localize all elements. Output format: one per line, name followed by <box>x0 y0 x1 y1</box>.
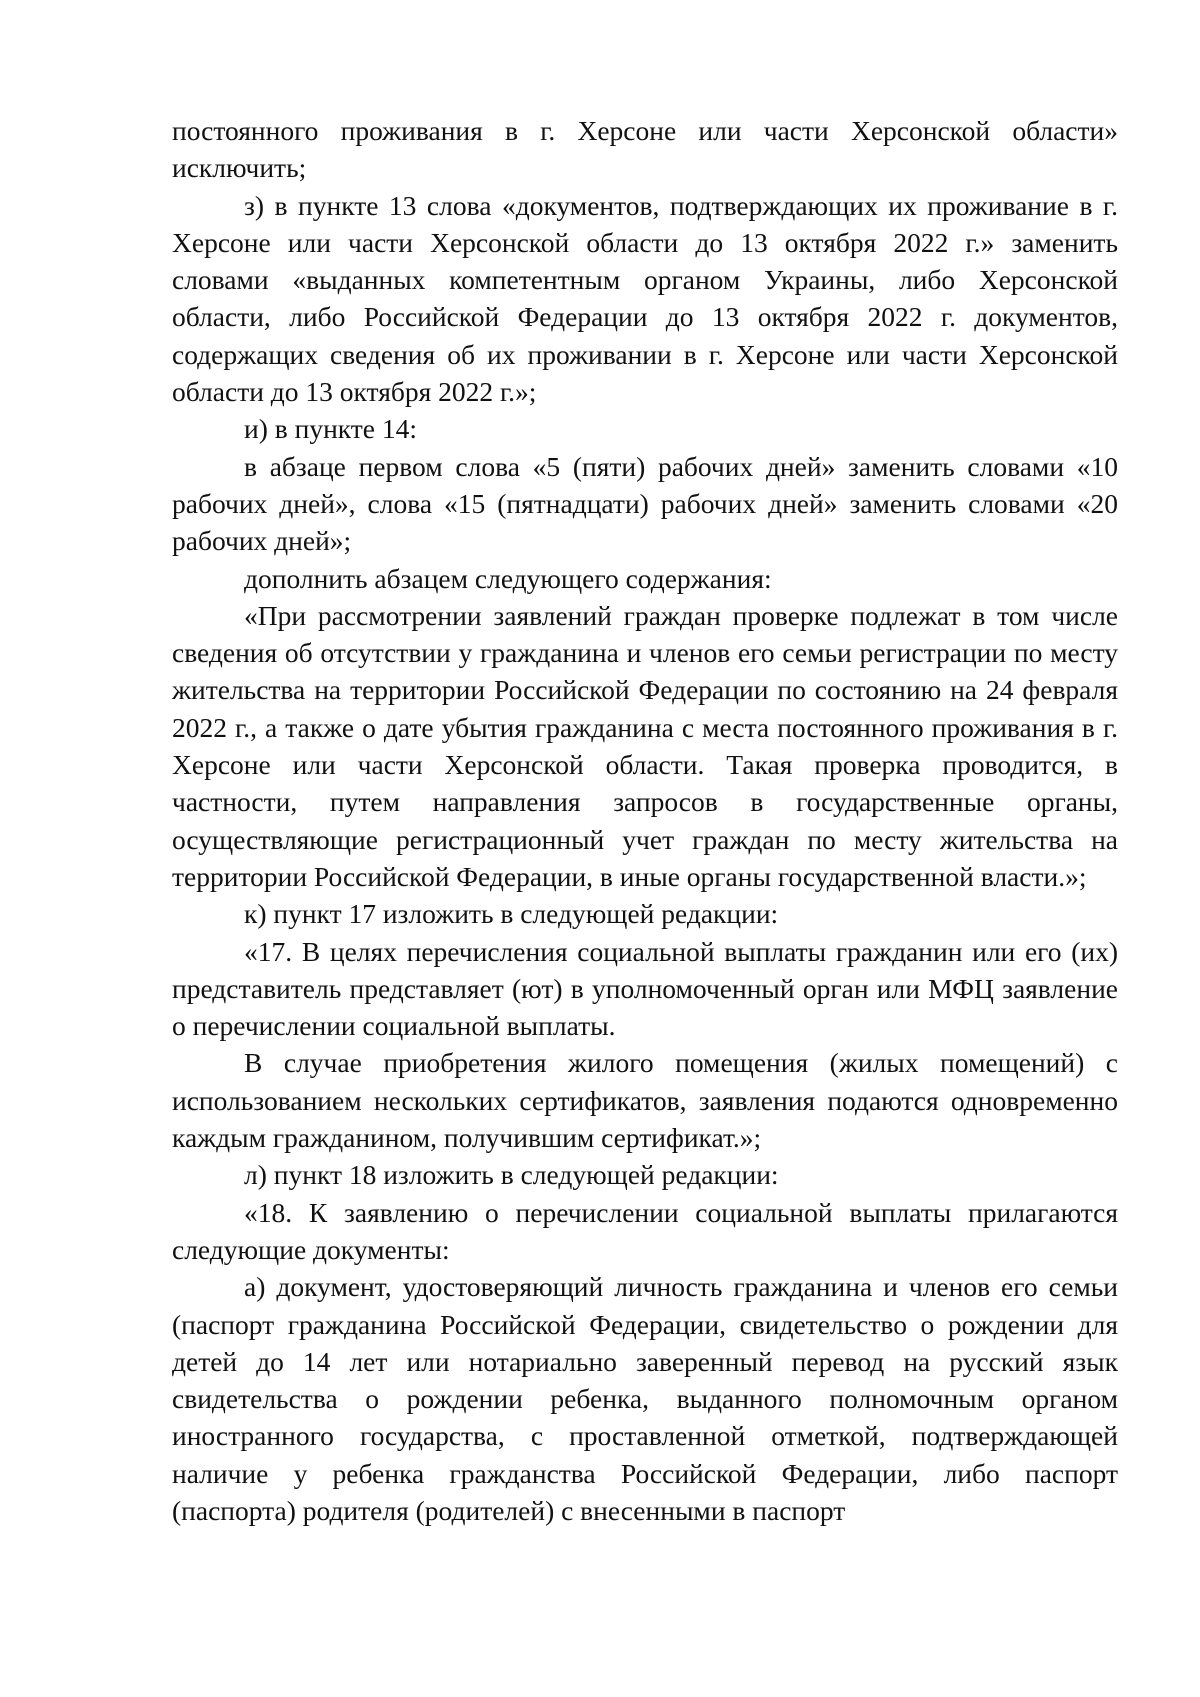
paragraph-6: «При рассмотрении заявлений граждан проверке подлежат в том числе сведения об отсутствии у гражданина и членов его семьи регистрации по месту жительства на территории Российской Федерации по состоянию на 24 февраля 2022 г., а также о дате убытия гражданина с места постоянного проживания в г. Херсоне или части Херсонской области. Такая проверка проводится, в частности, путем направления запросов в государственные органы, осуществляющие регистрационный учет граждан по месту жительства на территории Российской Федерации, в иные органы государственной власти.»; <box>172 599 1118 892</box>
paragraph-4: в абзаце первом слова «5 (пяти) рабочих дней» заменить словами «10 рабочих дней», слова «15 (пятнадцати) рабочих дней» заменить словами «20 рабочих дней»; <box>172 450 1118 557</box>
paragraph-3: и) в пункте 14: <box>244 413 418 445</box>
paragraph-8: «17. В целях перечисления социальной выплаты гражданин или его (их) представитель представляет (ют) в уполномоченный орган или МФЦ заявление о перечислении социальной выплаты. <box>172 935 1118 1042</box>
paragraph-10: л) пункт 18 изложить в следующей редакции: <box>244 1159 779 1191</box>
paragraph-7: к) пункт 17 изложить в следующей редакции: <box>244 898 779 930</box>
paragraph-11: «18. К заявлению о перечислении социальной выплаты прилагаются следующие документы: <box>172 1196 1118 1265</box>
document-body <box>172 112 1118 1529</box>
paragraph-5: дополнить абзацем следующего содержания: <box>244 562 772 594</box>
paragraph-1: постоянного проживания в г. Херсоне или части Херсонской области» исключить; <box>172 115 1118 184</box>
paragraph-9: В случае приобретения жилого помещения (жилых помещений) с использованием нескольких сертификатов, заявления подаются одновременно каждым гражданином, получившим сертификат.»; <box>172 1047 1118 1154</box>
paragraph-12: а) документ, удостоверяющий личность гражданина и членов его семьи (паспорт гражданина Российской Федерации, свидетельство о рождении для детей до 14 лет или нотариально заверенный перевод на русский язык свидетельства о рождении ребенка, выданного полномочным органом иностранного государства, с проставленной отметкой, подтверждающей наличие у ребенка гражданства Российской Федерации, либо паспорт (паспорта) родителя (родителей) с внесенными в паспорт <box>172 1271 1118 1526</box>
paragraph-2: з) в пункте 13 слова «документов, подтверждающих их проживание в г. Херсоне или части Херсонской области до 13 октября 2022 г.» заменить словами «выданных компетентным органом Украины, либо Херсонской области, либо Российской Федерации до 13 октября 2022 г. документов, содержащих сведения об их проживании в г. Херсоне или части Херсонской области до 13 октября 2022 г.»; <box>172 189 1118 408</box>
